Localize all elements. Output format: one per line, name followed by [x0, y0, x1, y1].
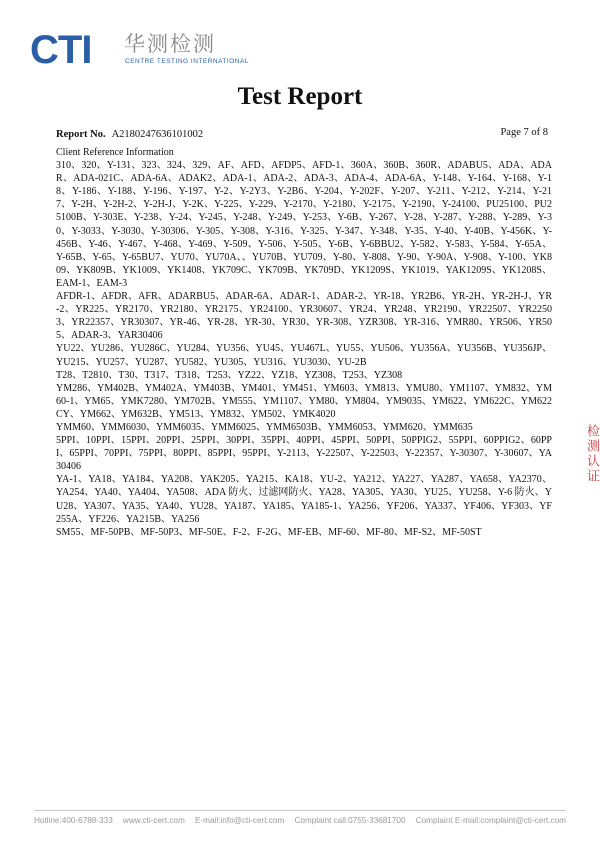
page-title: Test Report	[237, 83, 363, 110]
footer-divider	[34, 810, 566, 811]
seal-text: 检测认证	[584, 424, 599, 484]
page-footer	[34, 816, 566, 826]
reference-paragraph: YA-1、YA18、YA184、YA208、YAK205、YA215、KA18、YU-2、YA212、YA227、YA287、YA658、YA2370、YA254、YA40、YA404、YA508、ADA 防火、过滤网防火、YA28、YA305、YA30、YU25、YU258、Y-6 防火、YU28、YA307、YA35、YA40、YU28、YA187、YA185、YA185-1、YA256、YF206、YA337、YF406、YF303、YF255A、YF226、YA215B、YA256	[56, 474, 552, 525]
logo-brand: CTI	[30, 28, 92, 72]
reference-paragraph: 5PPI、10PPI、15PPI、20PPI、25PPI、30PPI、35PPI、40PPI、45PPI、50PPI、50PPIG2、55PPI、60PPIG2、60PPI、65PPI、70PPI、75PPI、80PPI、85PPI、95PPI、Y-2113、Y-22507、Y-22503、Y-22357、Y-30307、Y-30607、YA30406	[56, 435, 552, 473]
company-logo	[30, 28, 249, 72]
logo-chinese-name: 华测检测	[124, 32, 216, 56]
reference-paragraph: YM286、YM402B、YM402A、YM403B、YM401、YM451、YM603、YM813、YMU80、YM1107、YM832、YM60-1、YM65、YMK7280、YM702B、YM555、YM1107、YM80、YM804、YM9035、YM622、YM622C、YM622CY、YM662、YM632B、YM513、YM832、YM502、YMK4020	[56, 382, 552, 420]
reference-paragraph: YU22、YU286、YU286C、YU284、YU356、YU45、YU467L、YU55、YU506、YU356A、YU356B、YU356JP、YU215、YU257、YU287、YU582、YU305、YU316、YU3030、YU-2B	[56, 343, 552, 368]
report-number	[56, 128, 203, 141]
reference-paragraph: T28、T2810、T30、T317、T318、T253、YZ22、YZ18、YZ308、T253、YZ308	[56, 369, 403, 381]
footer-complaint-call: Complaint call:0755-33681700	[294, 816, 406, 825]
reference-paragraph: 310、320、Y-131、323、324、329、AF、AFD、AFDP5、AFD-1、360A、360B、360R、ADABU5、ADA、ADAR、ADA-021C、ADA-6A、ADAK2、ADA-1、ADA-2、ADA-3、ADA-4、ADA-6A、Y-148、Y-164、Y-168、Y-18、Y-186、Y-188、Y-196、Y-197、Y-2、Y-2Y3、Y-2B6、Y-204、Y-202F、Y-207、Y-211、Y-212、Y-214、Y-217、Y-2H、Y-2H-2、Y-2H-J、Y-2K、Y-225、Y-229、Y-2170、Y-2180、Y-2175、Y-2190、Y-24100、PU25100、PU25100B、Y-303E、Y-238、Y-24、Y-245、Y-248、Y-249、Y-253、Y-6B、Y-267、Y-28、Y-287、Y-288、Y-289、Y-30、Y-3033、Y-3030、Y-30306、Y-305、Y-308、Y-316、Y-325、Y-347、Y-348、Y-35、Y-40、Y-40B、Y-456K、Y-456B、Y-46、Y-467、Y-468、Y-469、Y-509、Y-506、Y-505、Y-6B、Y-6BBU2、Y-582、Y-583、Y-584、Y-65A、Y-65B、Y-65、Y-65BU7、YU70、YU70A、、YU70B、YU709、Y-80、Y-808、Y-90、Y-90A、Y-908、Y-100、YK809、YK809B、YK1009、YK1408、YK709C、YK709B、YK709D、YK1209S、YK1019、YAK1209S、YK1208S、EAM-1、EAM-3	[56, 160, 552, 289]
footer-complaint-email: Complaint E-mail:complaint@cti-cert.com	[415, 816, 566, 825]
reference-paragraph: YMM60、YMM6030、YMM6035、YMM6025、YMM6503B、YMM6053、YMM620、YMM635	[56, 421, 473, 433]
report-number-value: A2180247636101002	[111, 129, 204, 140]
reference-paragraph: SM55、MF-50PB、MF-50P3、MF-50E、F-2、F-2G、MF-EB、MF-60、MF-80、MF-S2、MF-50ST	[56, 526, 482, 538]
page-indicator: Page 7 of 8	[500, 127, 548, 138]
reference-paragraph: AFDR-1、AFDR、AFR、ADARBU5、ADAR-6A、ADAR-1、ADAR-2、YR-18、YR2B6、YR-2H、YR-2H-J、YR-2、YR225、YR2170、YR2180、YR2175、YR24100、YR30607、YR24、YR248、YR2190、YR22507、YR22503、YR22357、YR30307、YR-46、YR-28、YR-30、YR30、YR-308、YZR308、YR-316、YMR80、YR506、YR505、ADAR-3、YAR30406	[56, 291, 552, 342]
client-reference-section	[56, 146, 552, 539]
report-number-label: Report No.	[56, 129, 106, 140]
footer-website: www.cti-cert.com	[122, 816, 185, 825]
footer-email: E-mail:info@cti-cert.com	[194, 816, 285, 825]
footer-hotline: Hotline:400-6788-333	[34, 816, 113, 825]
logo-english-name: CENTRE TESTING INTERNATIONAL	[125, 58, 249, 65]
client-reference-heading: Client Reference Information	[56, 147, 174, 158]
official-seal-stamp	[578, 424, 600, 514]
